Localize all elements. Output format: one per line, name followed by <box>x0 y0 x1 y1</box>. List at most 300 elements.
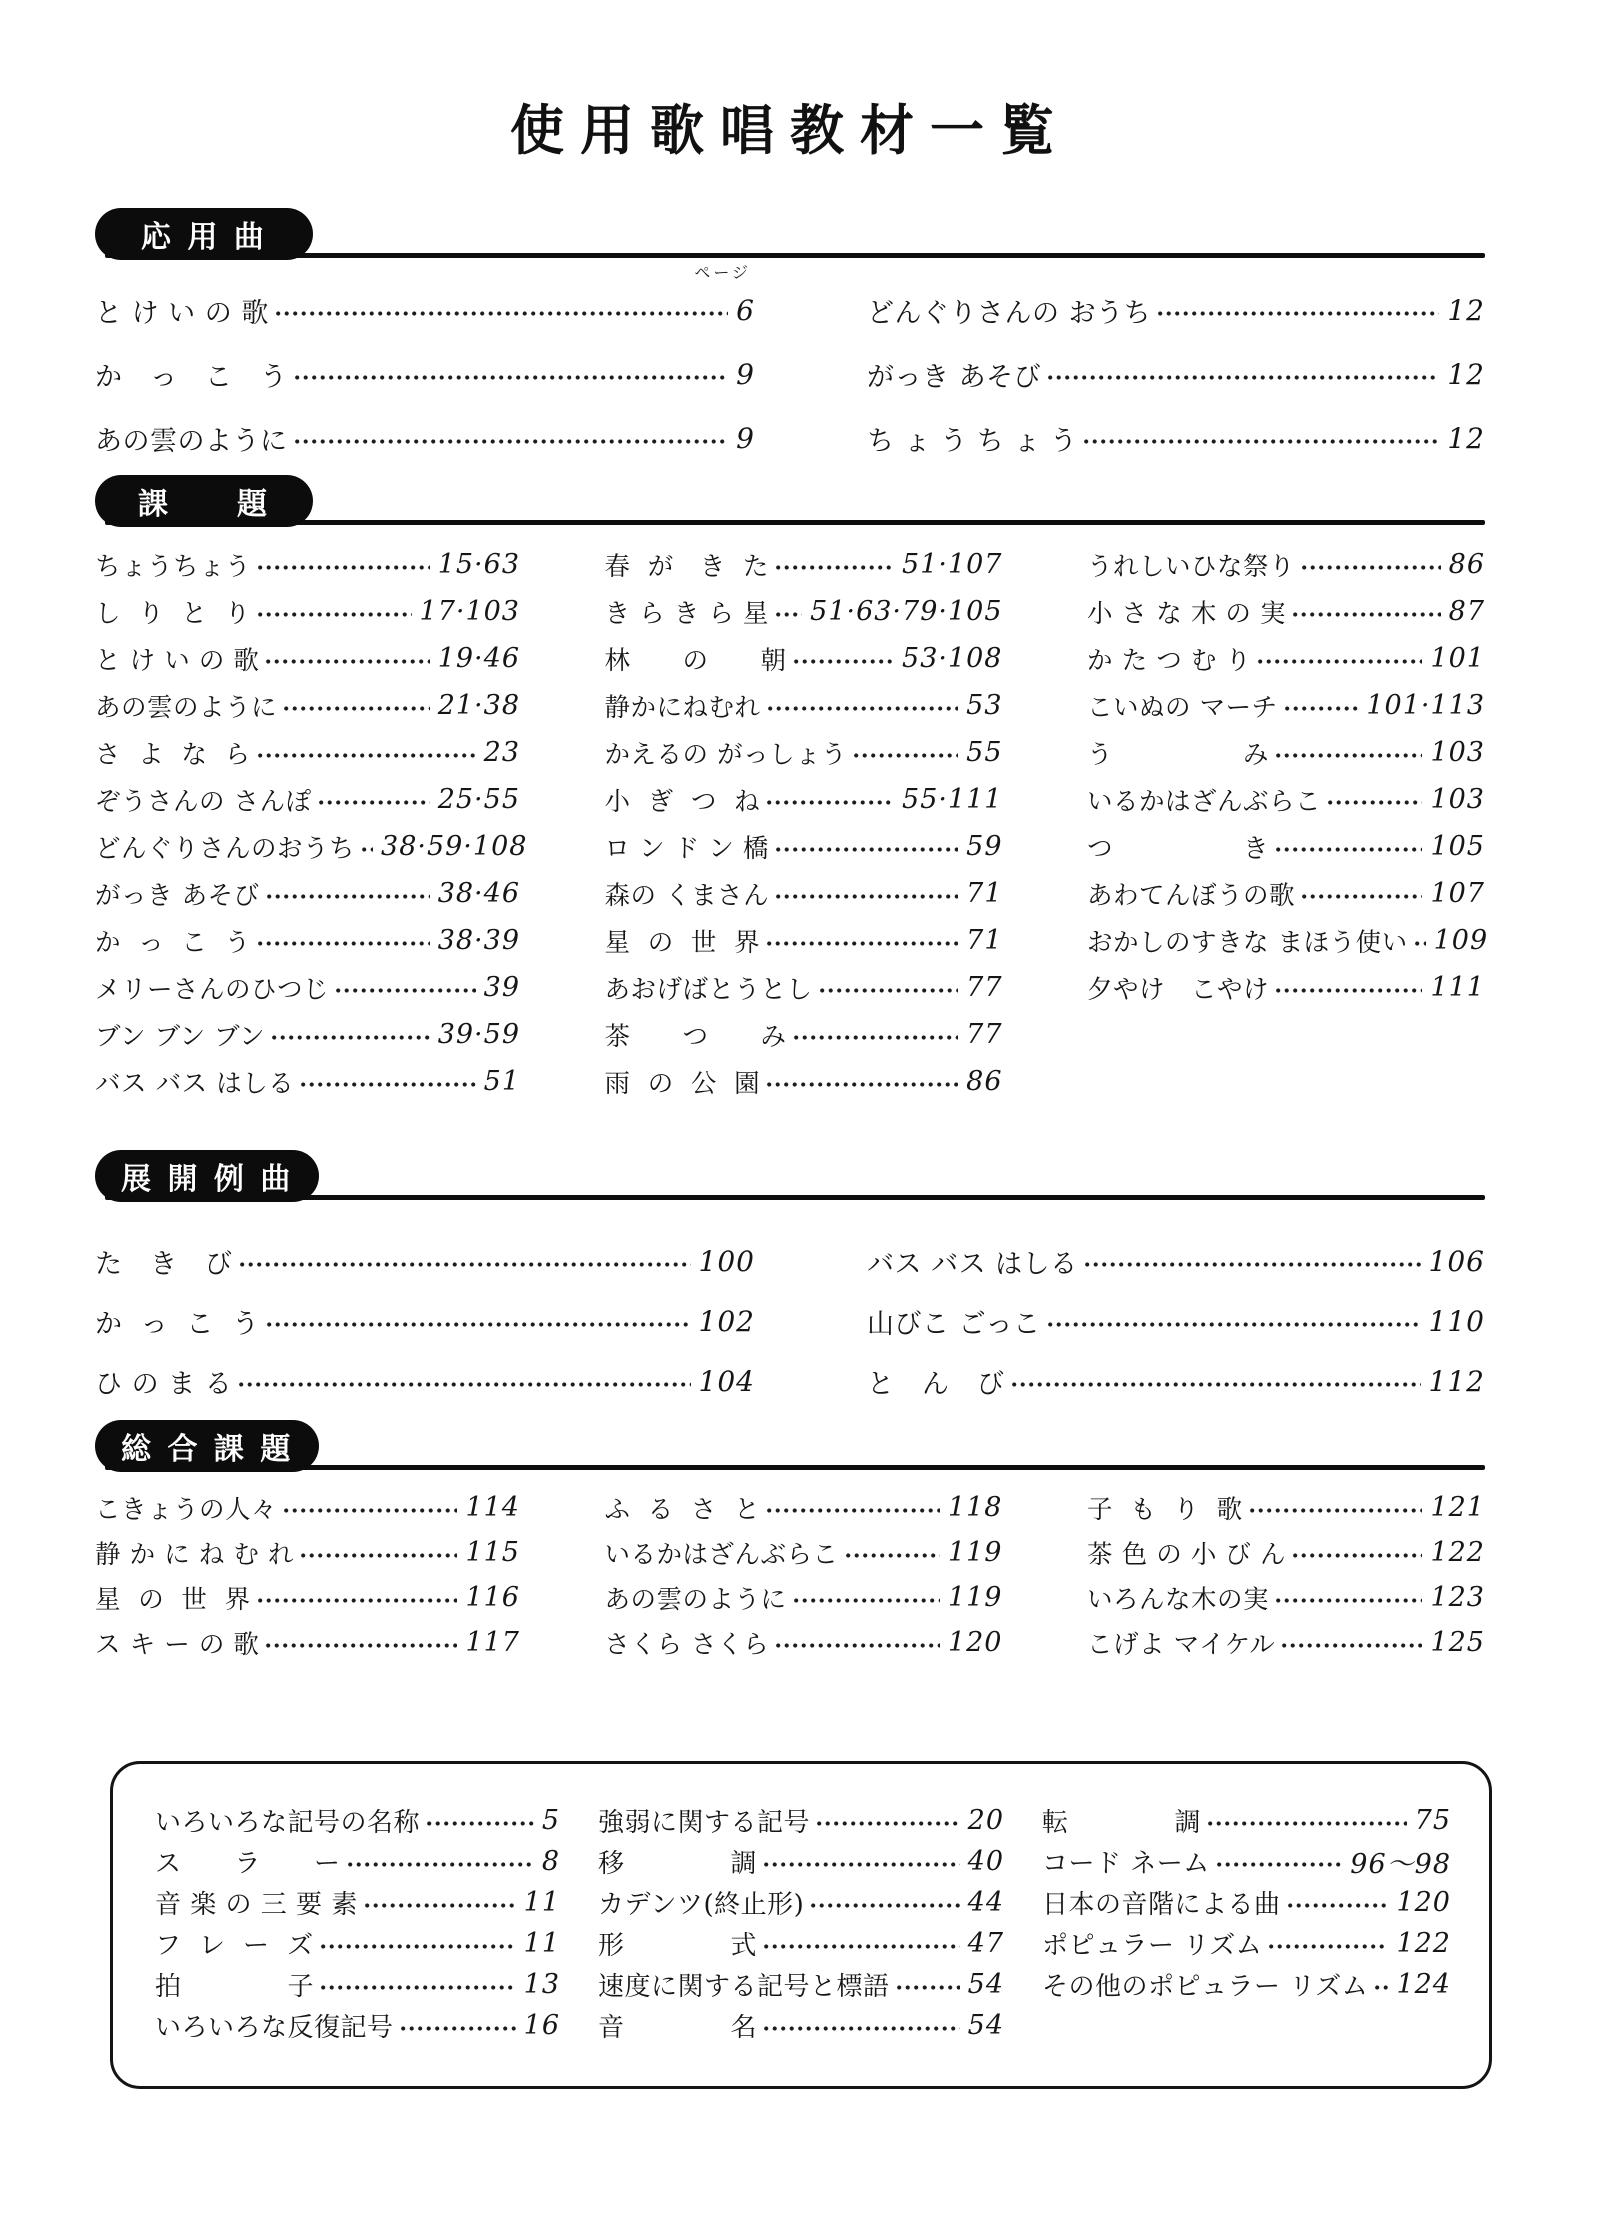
entry-page-number: 55·111 <box>902 784 1003 815</box>
entry-page-number: 124 <box>1396 1969 1451 2000</box>
entry-page-number: 117 <box>465 1627 520 1658</box>
entry-title: と け い の 歌 <box>95 297 269 329</box>
toc-entry <box>155 2005 560 2046</box>
entry-page-number: 119 <box>947 1537 1003 1568</box>
page-content <box>95 0 1489 2089</box>
entry-page-number: 53 <box>966 690 1003 721</box>
toc-entry <box>867 342 1485 406</box>
dot-leader <box>845 1551 940 1560</box>
terms-column <box>155 1800 560 2046</box>
dot-leader <box>763 1860 960 1869</box>
toc-column <box>605 541 1003 1105</box>
entry-title: バス バス はしる <box>95 1068 295 1099</box>
dot-leader <box>1275 751 1422 760</box>
entry-page-number: 101·113 <box>1366 690 1485 721</box>
dot-leader <box>816 1819 960 1828</box>
entry-page-number: 20 <box>967 1805 1004 1836</box>
toc-column <box>867 1231 1485 1411</box>
toc-entry <box>867 406 1485 470</box>
toc-column <box>95 278 755 470</box>
entry-page-number: 105 <box>1430 831 1485 862</box>
entry-page-number: 15·63 <box>437 549 520 580</box>
entry-title: ち ょ う ち ょ う <box>867 425 1078 457</box>
dot-leader <box>1287 1901 1389 1910</box>
dot-leader <box>1414 939 1426 948</box>
dot-leader <box>775 563 894 572</box>
entry-title: う み <box>1087 739 1270 770</box>
toc-entry <box>155 1964 560 2005</box>
entry-title: 茶 つ み <box>604 1021 787 1052</box>
entry-page-number: 100 <box>698 1244 755 1278</box>
entry-page-number: 54 <box>967 1969 1004 2000</box>
entry-title: がっき あそび <box>95 880 260 911</box>
section-rule <box>105 520 1485 525</box>
entry-title: いろいろな記号の名称 <box>155 1808 421 1838</box>
toc-entry <box>155 1882 560 1923</box>
entry-page-number: 120 <box>947 1627 1003 1658</box>
entry-title: た き び <box>95 1248 233 1280</box>
entry-title: つ き <box>1087 833 1270 864</box>
entry-page-number: 44 <box>967 1887 1004 1918</box>
toc-entry <box>598 1800 1004 1841</box>
section-kadai <box>95 475 1489 1105</box>
entry-title: あわてんぼうの歌 <box>1087 880 1296 911</box>
toc-column <box>1087 541 1489 1105</box>
toc-entry <box>1087 964 1485 1011</box>
toc-entry <box>95 278 755 342</box>
dot-leader <box>266 892 430 901</box>
entry-page-number: 101 <box>1430 643 1485 674</box>
toc-entry <box>867 1231 1485 1291</box>
dot-leader <box>283 1506 457 1515</box>
entry-title: どんぐりさんの おうち <box>867 297 1152 329</box>
entry-title: あおげばとうとし <box>604 974 813 1005</box>
dot-leader <box>1275 845 1422 854</box>
dot-leader <box>1249 1506 1423 1515</box>
dot-leader <box>335 986 476 995</box>
dot-leader <box>853 751 958 760</box>
dot-leader <box>283 704 430 713</box>
dot-leader <box>763 2024 960 2033</box>
toc-list <box>95 1472 1485 1665</box>
dot-leader <box>294 373 729 382</box>
dot-leader <box>426 1819 534 1828</box>
dot-leader <box>1157 309 1439 318</box>
entry-page-number: 9 <box>736 357 755 391</box>
entry-page-number: 12 <box>1447 293 1485 327</box>
toc-entry <box>605 729 1003 776</box>
dot-leader <box>1275 986 1422 995</box>
entry-page-number: 19·46 <box>437 643 520 674</box>
toc-entry <box>1087 541 1485 588</box>
toc-entry <box>1087 917 1489 964</box>
entry-title: うれしいひな祭り <box>1087 551 1296 582</box>
entry-title: 転 調 <box>1042 1808 1202 1838</box>
entry-title: と け い の 歌 <box>95 645 260 676</box>
toc-entry <box>1087 870 1485 917</box>
toc-list <box>95 260 1485 470</box>
dot-leader <box>793 657 895 666</box>
dot-leader <box>257 751 476 760</box>
entry-page-number: 104 <box>698 1364 755 1398</box>
entry-page-number: 51·63·79·105 <box>810 596 1003 627</box>
section-tenkai-reikyoku <box>95 1150 1485 1411</box>
entry-title: き ら き ら 星 <box>604 598 769 629</box>
entry-title: 子 も り 歌 <box>1087 1494 1243 1525</box>
entry-page-number: 119 <box>947 1582 1003 1613</box>
entry-page-number: 103 <box>1430 737 1485 768</box>
toc-entry <box>1087 1575 1485 1620</box>
entry-page-number: 38·39 <box>437 925 520 956</box>
entry-page-number: 9 <box>736 421 755 455</box>
entry-title: ふ る さ と <box>604 1494 761 1525</box>
entry-page-number: 103 <box>1430 784 1485 815</box>
entry-page-number: 54 <box>967 2010 1004 2041</box>
dot-leader <box>766 1506 940 1515</box>
entry-title: ロ ン ド ン 橋 <box>604 833 769 864</box>
entry-page-number: 11 <box>523 1928 560 1959</box>
toc-entry <box>1042 1964 1451 2005</box>
toc-entry <box>598 2005 1004 2046</box>
toc-column <box>95 541 528 1105</box>
toc-entry <box>867 1291 1485 1351</box>
toc-entry <box>605 964 1003 1011</box>
toc-entry <box>605 1011 1003 1058</box>
dot-leader <box>257 939 430 948</box>
entry-title: 日本の音階による曲 <box>1042 1890 1281 1920</box>
entry-title: 林 の 朝 <box>604 645 787 676</box>
dot-leader <box>400 2024 516 2033</box>
entry-page-number: 51 <box>483 1066 520 1097</box>
toc-entry <box>95 588 520 635</box>
toc-entry <box>95 1485 520 1530</box>
entry-page-number: 116 <box>465 1582 520 1613</box>
toc-column <box>95 1231 755 1411</box>
dot-leader <box>767 704 959 713</box>
dot-leader <box>1047 1320 1421 1329</box>
entry-page-number: 6 <box>736 293 755 327</box>
entry-page-number: 12 <box>1447 421 1485 455</box>
toc-entry <box>605 1530 1003 1575</box>
entry-page-number: 11 <box>523 1887 560 1918</box>
entry-title: 静かにねむれ <box>604 692 761 723</box>
entry-page-number: 39·59 <box>437 1019 520 1050</box>
section-rule <box>105 253 1485 258</box>
entry-page-number: 71 <box>966 925 1003 956</box>
entry-page-number: 122 <box>1396 1928 1451 1959</box>
toc-entry <box>95 1620 520 1665</box>
entry-title: と ん び <box>867 1368 1005 1400</box>
entry-page-number: 125 <box>1430 1627 1485 1658</box>
entry-page-number: 118 <box>947 1492 1003 1523</box>
dot-leader <box>361 845 373 854</box>
entry-page-number: 77 <box>966 972 1003 1003</box>
toc-entry <box>605 1575 1003 1620</box>
toc-column <box>1087 1485 1485 1665</box>
entry-title: 春 が き た <box>604 551 769 582</box>
dot-leader <box>1275 1596 1422 1605</box>
entry-title: 形 式 <box>598 1931 758 1961</box>
entry-title: ブン ブン ブン <box>95 1021 266 1052</box>
dot-leader <box>257 1596 458 1605</box>
dot-leader <box>364 1901 516 1910</box>
dot-leader <box>1257 657 1422 666</box>
toc-entry <box>1042 1882 1451 1923</box>
entry-page-number: 16 <box>523 2010 560 2041</box>
entry-page-number: 109 <box>1433 925 1489 956</box>
toc-entry <box>95 776 520 823</box>
dot-leader <box>266 1320 691 1329</box>
dot-leader <box>1292 1551 1422 1560</box>
entry-title: いるかはざんぶらこ <box>604 1539 839 1570</box>
toc-entry <box>598 1841 1004 1882</box>
entry-page-number: 107 <box>1430 878 1485 909</box>
dot-leader <box>239 1260 691 1269</box>
entry-page-number: 25·55 <box>437 784 520 815</box>
toc-entry <box>605 823 1003 870</box>
entry-page-number: 96〜98 <box>1350 1849 1451 1880</box>
dot-leader <box>775 845 958 854</box>
dot-leader <box>793 1033 959 1042</box>
dot-leader <box>1284 704 1359 713</box>
entry-title: おかしのすきな まほう使い <box>1087 927 1408 958</box>
toc-entry <box>598 1923 1004 1964</box>
entry-page-number: 38·46 <box>437 878 520 909</box>
entry-page-number: 102 <box>698 1304 755 1338</box>
entry-title: こげよ マイケル <box>1087 1629 1276 1660</box>
entry-title: ス ラ ー <box>155 1849 341 1879</box>
toc-entry <box>605 776 1003 823</box>
dot-leader <box>1301 892 1422 901</box>
entry-title: あの雲のように <box>95 692 278 723</box>
entry-title: 星 の 世 界 <box>95 1584 251 1615</box>
terms-column <box>598 1800 1004 2046</box>
entry-title: がっき あそび <box>867 361 1042 393</box>
dot-leader <box>320 1942 516 1951</box>
entry-title: コード ネーム <box>1042 1849 1210 1879</box>
toc-entry <box>1042 1800 1451 1841</box>
toc-entry <box>605 682 1003 729</box>
dot-leader <box>1374 1983 1388 1992</box>
entry-title: フ レ ー ズ <box>155 1931 314 1961</box>
toc-entry <box>1087 1620 1485 1665</box>
toc-entry <box>605 917 1003 964</box>
section-label-pill: 応 用 曲 <box>95 208 313 260</box>
entry-page-number: 111 <box>1430 972 1485 1003</box>
dot-leader <box>257 610 412 619</box>
toc-entry <box>95 823 528 870</box>
dot-leader <box>265 1641 457 1650</box>
entry-title: 小 ぎ つ ね <box>604 786 761 817</box>
entry-page-number: 5 <box>541 1805 560 1836</box>
entry-page-number: 23 <box>483 737 520 768</box>
section-sougou-kadai <box>95 1420 1485 1665</box>
dot-leader <box>1268 1942 1388 1951</box>
entry-page-number: 17·103 <box>419 596 520 627</box>
entry-title: か っ こ う <box>95 927 251 958</box>
toc-entry <box>867 278 1485 342</box>
entry-page-number: 77 <box>966 1019 1003 1050</box>
terms-box <box>110 1761 1492 2089</box>
dot-leader <box>347 1860 534 1869</box>
section-header <box>95 1420 1485 1472</box>
entry-page-number: 47 <box>967 1928 1004 1959</box>
dot-leader <box>1047 373 1439 382</box>
entry-page-number: 86 <box>1448 549 1485 580</box>
entry-title: 森の くまさん <box>604 880 770 911</box>
dot-leader <box>1292 610 1441 619</box>
entry-title: どんぐりさんのおうち <box>95 833 356 864</box>
toc-entry <box>95 682 520 729</box>
entry-title: いろんな木の実 <box>1087 1584 1270 1615</box>
toc-entry <box>95 1530 520 1575</box>
entry-page-number: 123 <box>1430 1582 1485 1613</box>
terms-column <box>1042 1800 1451 2046</box>
section-rule <box>105 1195 1485 1200</box>
toc-entry <box>1087 588 1485 635</box>
dot-leader <box>766 939 958 948</box>
toc-entry <box>95 541 520 588</box>
entry-page-number: 86 <box>966 1066 1003 1097</box>
entry-page-number: 8 <box>541 1846 560 1877</box>
dot-leader <box>896 1983 960 1992</box>
entry-title: 雨 の 公 園 <box>604 1068 761 1099</box>
toc-entry <box>95 1575 520 1620</box>
entry-title: か っ こ う <box>95 361 288 393</box>
section-header <box>95 475 1485 527</box>
toc-column <box>867 278 1485 470</box>
toc-column <box>95 1485 520 1665</box>
entry-title: し り と り <box>95 598 251 629</box>
dot-leader <box>300 1080 475 1089</box>
entry-title: メリーさんのひつじ <box>95 974 330 1005</box>
entry-title: か っ こ う <box>95 1308 260 1340</box>
dot-leader <box>1207 1819 1407 1828</box>
entry-page-number: 112 <box>1428 1364 1485 1398</box>
toc-column <box>605 1485 1003 1665</box>
entry-page-number: 87 <box>1448 596 1485 627</box>
entry-title: ちょうちょう <box>95 551 252 582</box>
entry-page-number: 115 <box>465 1537 520 1568</box>
entry-title: こきょうの人々 <box>95 1494 278 1525</box>
section-header <box>95 208 1485 260</box>
dot-leader <box>1327 798 1422 807</box>
toc-entry <box>605 635 1003 682</box>
section-label-pill: 総 合 課 題 <box>95 1420 319 1472</box>
section-header <box>95 1150 1485 1202</box>
toc-entry <box>605 1620 1003 1665</box>
entry-title: かえるの がっしょう <box>604 739 848 770</box>
entry-title: さくら さくら <box>604 1629 770 1660</box>
entry-title: ス キ ー の 歌 <box>95 1629 260 1660</box>
section-rule <box>105 1465 1485 1470</box>
entry-title: ぞうさんの さんぽ <box>95 786 312 817</box>
entry-title: その他のポピュラー リズム <box>1042 1972 1369 2002</box>
toc-entry <box>1042 1841 1451 1882</box>
dot-leader <box>775 1641 940 1650</box>
entry-title: 音 楽 の 三 要 素 <box>155 1890 358 1920</box>
dot-leader <box>294 437 729 446</box>
entry-page-number: 110 <box>1428 1304 1485 1338</box>
entry-title: ポピュラー リズム <box>1042 1931 1263 1961</box>
entry-title: か た つ む り <box>1087 645 1252 676</box>
toc-entry <box>155 1923 560 1964</box>
entry-title: 静 か に ね む れ <box>95 1539 295 1570</box>
dot-leader <box>318 798 430 807</box>
dot-leader <box>238 1380 690 1389</box>
entry-title: 拍 子 <box>155 1972 315 2002</box>
entry-page-number: 75 <box>1414 1805 1451 1836</box>
entry-page-number: 51·107 <box>902 549 1003 580</box>
page-title: 使用歌唱教材一覧 <box>510 99 1070 162</box>
toc-entry <box>605 1058 1003 1105</box>
dot-leader <box>257 563 430 572</box>
entry-page-number: 38·59·108 <box>381 831 528 862</box>
dot-leader <box>1281 1641 1422 1650</box>
toc-entry <box>95 1291 755 1351</box>
entry-page-number: 122 <box>1430 1537 1485 1568</box>
toc-entry <box>867 1351 1485 1411</box>
entry-title: あの雲のように <box>604 1584 787 1615</box>
entry-page-number: 55 <box>966 737 1003 768</box>
entry-page-number: 106 <box>1428 1244 1485 1278</box>
section-label-pill: 課 題 <box>95 475 313 527</box>
toc-entry <box>605 870 1003 917</box>
entry-page-number: 39 <box>483 972 520 1003</box>
entry-page-number: 120 <box>1396 1887 1451 1918</box>
toc-entry <box>1087 776 1485 823</box>
entry-title: 小 さ な 木 の 実 <box>1087 598 1287 629</box>
entry-title: 移 調 <box>598 1849 758 1879</box>
entry-title: さ よ な ら <box>95 739 251 770</box>
section-ouyou-kyoku <box>95 208 1485 470</box>
dot-leader <box>1301 563 1441 572</box>
entry-title: 山びこ ごっこ <box>867 1308 1041 1340</box>
toc-entry <box>155 1800 560 1841</box>
page-column-label: ページ <box>694 263 751 282</box>
dot-leader <box>810 1901 959 1910</box>
dot-leader <box>275 309 728 318</box>
entry-page-number: 114 <box>465 1492 520 1523</box>
dot-leader <box>819 986 959 995</box>
dot-leader <box>271 1033 430 1042</box>
entry-title: いるかはざんぶらこ <box>1087 786 1322 817</box>
toc-list <box>95 527 1489 1105</box>
toc-entry <box>1087 1530 1485 1575</box>
entry-page-number: 121 <box>1430 1492 1485 1523</box>
toc-entry <box>1087 635 1485 682</box>
entry-page-number: 21·38 <box>437 690 520 721</box>
section-label-pill: 展 開 例 曲 <box>95 1150 319 1202</box>
toc-entry <box>605 541 1003 588</box>
toc-entry <box>1042 1923 1451 1964</box>
toc-entry <box>95 342 755 406</box>
entry-page-number: 12 <box>1447 357 1485 391</box>
entry-title: 星 の 世 界 <box>604 927 761 958</box>
dot-leader <box>1011 1380 1421 1389</box>
toc-entry <box>598 1882 1004 1923</box>
entry-page-number: 71 <box>966 878 1003 909</box>
dot-leader <box>1216 1860 1343 1869</box>
entry-title: いろいろな反復記号 <box>155 2013 394 2043</box>
toc-entry <box>598 1964 1004 2005</box>
toc-entry <box>1087 1485 1485 1530</box>
entry-title: バス バス はしる <box>867 1248 1078 1280</box>
entry-title: 茶 色 の 小 び ん <box>1087 1539 1287 1570</box>
toc-entry <box>95 1231 755 1291</box>
toc-entry <box>95 964 520 1011</box>
dot-leader <box>1083 437 1439 446</box>
